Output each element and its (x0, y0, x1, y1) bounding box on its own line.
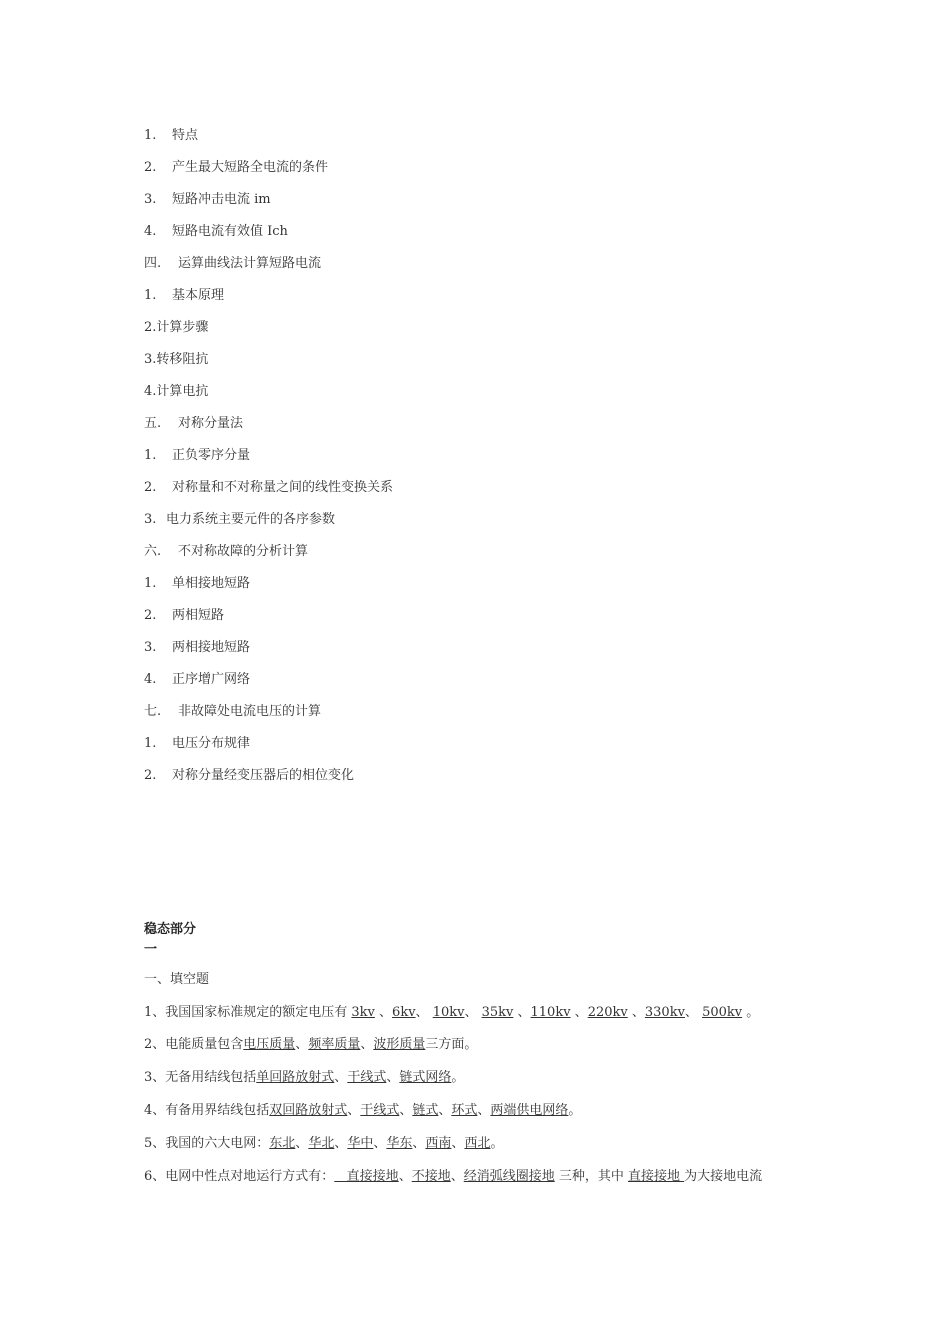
outline-item: 4.计算电抗 (144, 384, 209, 399)
section-mark: 一 (144, 942, 158, 957)
outline-item: 1. 特点 (144, 128, 199, 143)
outline-item: 4. 短路电流有效值 Ich (144, 224, 288, 239)
question-6: 6、电网中性点对地运行方式有： 直接接地、不接地、经消弧线圈接地 三种，其中 直接接地 为大接地电流 (144, 1169, 763, 1184)
outline-item: 3. 两相接地短路 (144, 640, 251, 655)
outline-item: 2. 对称量和不对称量之间的线性变换关系 (144, 480, 394, 495)
section-subtitle: 一、填空题 (144, 972, 210, 987)
question-4: 4、有备用界结线包括双回路放射式、干线式、链式、环式、两端供电网络。 (144, 1103, 582, 1118)
outline-item: 2. 两相短路 (144, 608, 225, 623)
outline-item: 2.计算步骤 (144, 320, 209, 335)
outline-item: 3.转移阻抗 (144, 352, 209, 367)
outline-item: 3. 电力系统主要元件的各序参数 (144, 512, 336, 527)
outline-item: 4. 正序增广网络 (144, 672, 251, 687)
question-1: 1、我国国家标准规定的额定电压有 3kv 、6kv、 10kv、 35kv 、110kv 、220kv 、330kv、 500kv 。 (144, 1005, 760, 1020)
outline-heading: 六. 不对称故障的分析计算 (144, 544, 309, 559)
outline-item: 1. 基本原理 (144, 288, 225, 303)
question-2: 2、电能质量包含电压质量、频率质量、波形质量三方面。 (144, 1037, 478, 1052)
outline-heading: 四. 运算曲线法计算短路电流 (144, 256, 322, 271)
question-5: 5、我国的六大电网：东北、华北、华中、华东、西南、西北。 (144, 1136, 504, 1151)
outline-heading: 五. 对称分量法 (144, 416, 244, 431)
outline-item: 1. 电压分布规律 (144, 736, 251, 751)
question-3: 3、无备用结线包括单回路放射式、干线式、链式网络。 (144, 1070, 465, 1085)
outline-item: 1. 正负零序分量 (144, 448, 251, 463)
outline-item: 3. 短路冲击电流 im (144, 192, 271, 207)
outline-item: 1. 单相接地短路 (144, 576, 251, 591)
outline-item: 2. 对称分量经变压器后的相位变化 (144, 768, 355, 783)
outline-item: 2. 产生最大短路全电流的条件 (144, 160, 329, 175)
outline-heading: 七. 非故障处电流电压的计算 (144, 704, 322, 719)
section-title: 稳态部分 (144, 922, 197, 937)
